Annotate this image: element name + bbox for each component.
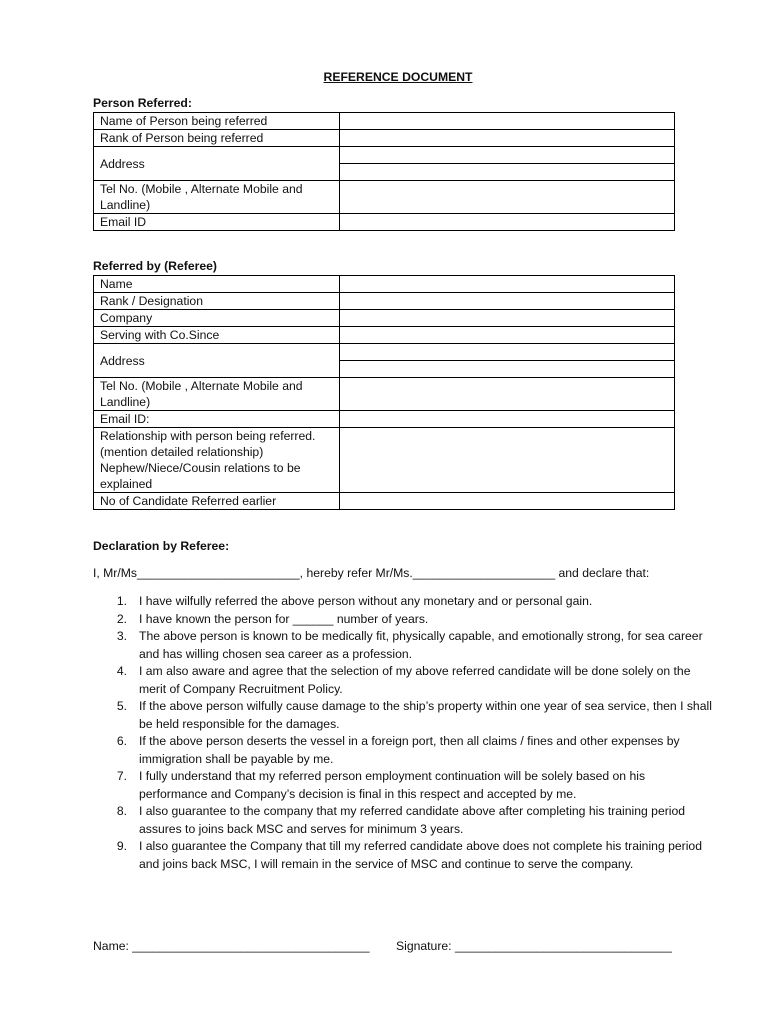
table-row bbox=[94, 181, 675, 214]
list-item bbox=[93, 593, 713, 611]
declaration-heading: Declaration by Referee: bbox=[93, 539, 230, 553]
signature-line[interactable]: Signature: ________________________________ bbox=[396, 939, 672, 953]
table-row bbox=[94, 327, 675, 344]
list-item bbox=[93, 698, 713, 733]
value-field[interactable] bbox=[340, 130, 675, 147]
table-row bbox=[94, 293, 675, 310]
row-label: Name of Person being referred bbox=[94, 113, 340, 130]
value-field[interactable] bbox=[340, 310, 675, 327]
person-referred-heading: Person Referred: bbox=[93, 96, 192, 110]
row-label: Address bbox=[94, 147, 340, 181]
table-row bbox=[94, 310, 675, 327]
row-label: Address bbox=[94, 344, 340, 378]
table-row bbox=[94, 214, 675, 231]
list-item bbox=[93, 733, 713, 768]
address-value-field[interactable] bbox=[340, 147, 675, 181]
list-number: 4. bbox=[116, 664, 127, 678]
list-text: I have wilfully referred the above person without any monetary and or personal gain. bbox=[139, 594, 593, 608]
list-text: I am also aware and agree that the selection of my above referred candidate will be done solely on the merit of Company Recruitment Policy. bbox=[139, 664, 691, 696]
value-field[interactable] bbox=[340, 493, 675, 510]
list-item bbox=[93, 628, 713, 663]
value-field[interactable] bbox=[340, 428, 675, 493]
list-number: 9. bbox=[116, 839, 127, 853]
list-item bbox=[93, 663, 713, 698]
table-row bbox=[94, 130, 675, 147]
list-number: 6. bbox=[116, 734, 127, 748]
list-item bbox=[93, 803, 713, 838]
referred-by-table bbox=[93, 275, 675, 510]
value-field[interactable] bbox=[340, 113, 675, 130]
row-label: Email ID bbox=[94, 214, 340, 231]
value-field[interactable] bbox=[340, 293, 675, 310]
value-field[interactable] bbox=[340, 411, 675, 428]
declaration-list bbox=[93, 593, 713, 873]
list-text: I also guarantee the Company that till my referred candidate above does not complete his training period and joins back MSC, I will remain in the service of MSC and continue to serve the company. bbox=[139, 839, 702, 871]
list-text: I fully understand that my referred person employment continuation will be solely based on his performance and Company’s decision is final in this respect and accepted by me. bbox=[139, 769, 646, 801]
list-number: 2. bbox=[116, 611, 127, 626]
list-item bbox=[93, 611, 713, 629]
row-label: Tel No. (Mobile , Alternate Mobile and Landline) bbox=[94, 181, 340, 214]
list-number: 1. bbox=[116, 594, 127, 608]
list-item bbox=[93, 838, 713, 873]
list-text: I also guarantee to the company that my referred candidate above after completing his training period assures to joins back MSC and serves for minimum 3 years. bbox=[139, 804, 686, 836]
list-text: If the above person deserts the vessel in a foreign port, then all claims / fines and other expenses by immigration shall be payable by me. bbox=[139, 734, 680, 766]
row-label: Serving with Co.Since bbox=[94, 327, 340, 344]
row-label: Tel No. (Mobile , Alternate Mobile and Landline) bbox=[94, 378, 340, 411]
value-field[interactable] bbox=[340, 214, 675, 231]
list-text: If the above person wilfully cause damage to the ship’s property within one year of sea service, then I shall be held responsible for the damages. bbox=[139, 699, 712, 731]
row-label: Rank / Designation bbox=[94, 293, 340, 310]
value-field[interactable] bbox=[340, 181, 675, 214]
row-label: Rank of Person being referred bbox=[94, 130, 340, 147]
table-row bbox=[94, 493, 675, 510]
name-line[interactable]: Name: ___________________________________ bbox=[93, 939, 370, 953]
row-label: No of Candidate Referred earlier bbox=[94, 493, 340, 510]
row-label: Relationship with person being referred. (mention detailed relationship) Nephew/Niece/Cousin relations to be explained bbox=[94, 428, 340, 493]
referred-by-heading: Referred by (Referee) bbox=[93, 259, 217, 273]
value-field[interactable] bbox=[340, 276, 675, 293]
list-text: The above person is known to be medically fit, physically capable, and emotionally strong, for sea career and has willing chosen sea career as a profession. bbox=[139, 629, 703, 661]
document-title: REFERENCE DOCUMENT bbox=[323, 70, 473, 84]
table-row bbox=[94, 147, 675, 181]
value-field[interactable] bbox=[340, 378, 675, 411]
row-label: Company bbox=[94, 310, 340, 327]
row-label: Name bbox=[94, 276, 340, 293]
table-row bbox=[94, 276, 675, 293]
person-referred-table bbox=[93, 112, 675, 231]
list-number: 3. bbox=[116, 629, 127, 643]
list-number: 8. bbox=[116, 804, 127, 818]
list-number: 7. bbox=[116, 769, 127, 783]
list-item bbox=[93, 768, 713, 803]
table-row bbox=[94, 378, 675, 411]
table-row bbox=[94, 344, 675, 378]
list-text: I have known the person for ______ number of years. bbox=[139, 611, 429, 626]
value-field[interactable] bbox=[340, 327, 675, 344]
list-number: 5. bbox=[116, 699, 127, 713]
table-row bbox=[94, 113, 675, 130]
address-value-field[interactable] bbox=[340, 344, 675, 378]
declaration-intro: I, Mr/Ms________________________, hereby refer Mr/Ms._____________________ and declare that: bbox=[93, 566, 650, 580]
table-row bbox=[94, 411, 675, 428]
row-label: Email ID: bbox=[94, 411, 340, 428]
table-row bbox=[94, 428, 675, 493]
